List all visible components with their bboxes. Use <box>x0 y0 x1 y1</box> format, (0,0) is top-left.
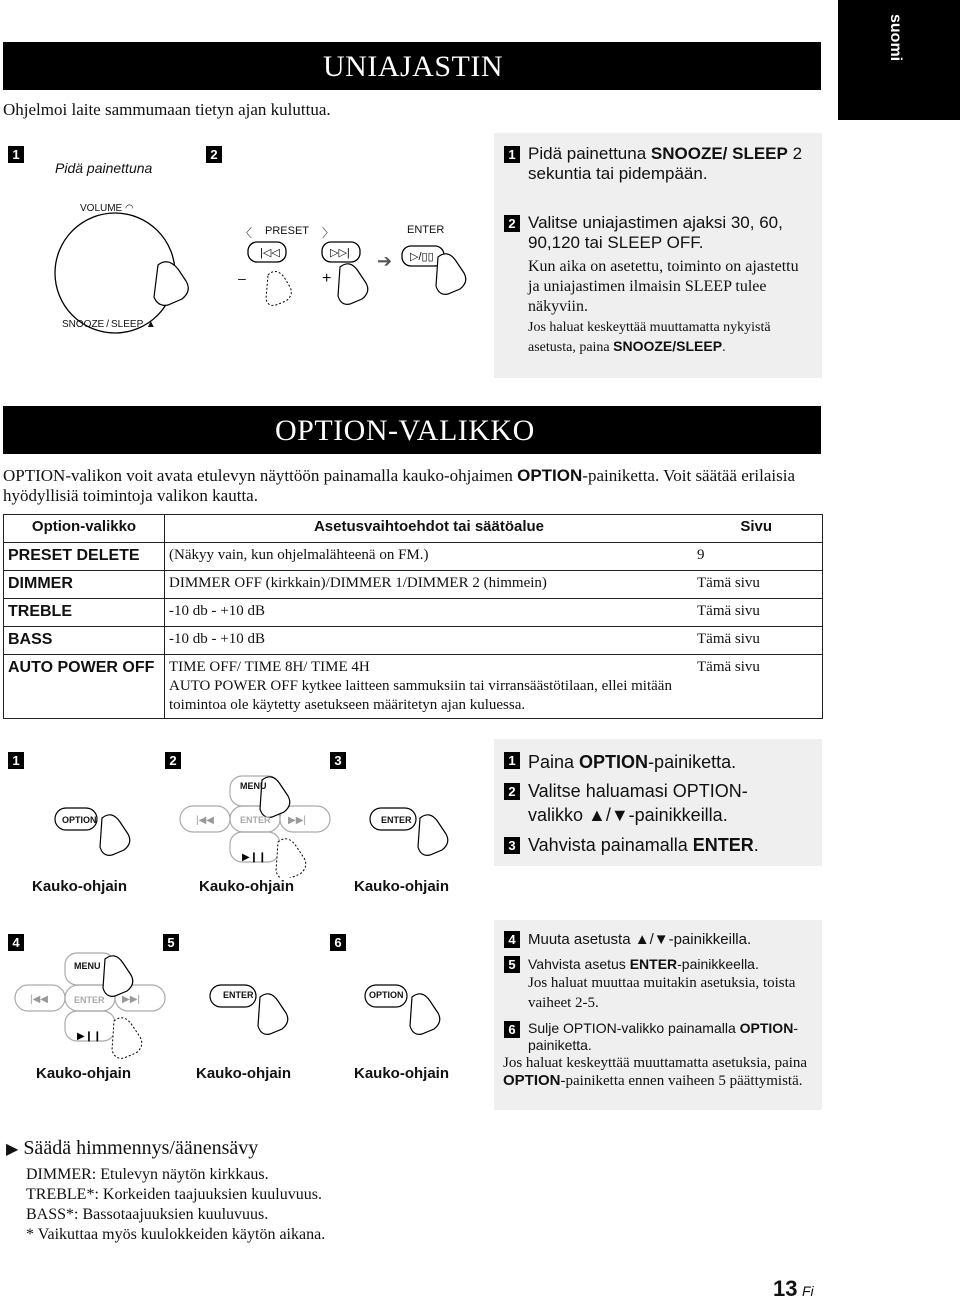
option-section-title: OPTION-VALIKKO <box>275 414 535 447</box>
remote-step-number-6: 6 <box>330 934 346 951</box>
remote-caption: Kauko-ohjain <box>354 1065 450 1082</box>
enter-label: ENTER <box>407 224 445 236</box>
option-step-5: Vahvista asetus ENTER-painikkeella. <box>528 956 759 972</box>
option-step-2: Valitse haluamasi OPTION-valikko ▲/▼-painikkeilla. <box>528 781 748 825</box>
svg-text:|◁◁: |◁◁ <box>260 247 280 259</box>
table-row: TREBLE -10 db - +10 dB Tämä sivu <box>4 599 823 627</box>
svg-text:▷▷|: ▷▷| <box>330 247 350 259</box>
enter-faded-label: ENTER <box>240 815 271 825</box>
table-header-menu: Option-valikko <box>4 515 165 543</box>
option-table <box>3 514 823 719</box>
sleep-step-2: Valitse uniajastimen ajaksi 30, 60, 90,120 tai SLEEP OFF. <box>528 213 783 252</box>
minus-label: – <box>238 270 246 286</box>
option-step-number-2: 2 <box>504 783 520 800</box>
option-step-6: Sulje OPTION-valikko painamalla OPTION-painiketta. <box>528 1020 798 1053</box>
plus-label: + <box>322 270 332 287</box>
option-step-number-1: 1 <box>504 752 520 769</box>
list-item: * Vaikuttaa myös kuulokkeiden käytön aikana. <box>26 1226 326 1243</box>
snooze-sleep-label: SNOOZE / SLEEP ▲ <box>62 319 156 330</box>
option-step-5-note: Jos haluat muuttaa muitakin asetuksia, toista vaiheet 2-5. <box>528 975 796 1011</box>
preset-label: PRESET <box>265 225 310 237</box>
option-section-header <box>3 406 821 454</box>
option-step-number-5: 5 <box>504 956 520 973</box>
sleep-step-2-small-note: Jos haluat keskeyttää muuttamatta nykyistä asetusta, paina SNOOZE/SLEEP. <box>528 320 771 355</box>
remote-caption: Kauko-ohjain <box>199 878 295 895</box>
option-button-label: OPTION <box>62 815 97 825</box>
remote-caption: Kauko-ohjain <box>354 878 450 895</box>
enter-button-label-b: ENTER <box>223 990 254 1000</box>
option-step-number-3: 3 <box>504 837 520 854</box>
table-header-row <box>4 515 823 543</box>
remote-caption: Kauko-ohjain <box>36 1065 132 1082</box>
list-item: DIMMER: Etulevyn näytön kirkkaus. <box>26 1166 269 1183</box>
svg-text:|◀◀: |◀◀ <box>30 994 48 1005</box>
fig-step-number-2: 2 <box>206 146 222 163</box>
sleep-step-number-2: 2 <box>504 215 520 232</box>
adjust-list <box>26 1165 325 1245</box>
sleep-step-2-note: Kun aika on asetettu, toiminto on ajastettu ja uniajastimen ilmaisin SLEEP tulee näkyviin. <box>528 258 799 315</box>
menu-button-label-b: MENU <box>74 961 101 971</box>
svg-text:〈: 〈 <box>240 226 253 240</box>
list-item: BASS*: Bassotaajuuksien kuuluvuus. <box>26 1206 269 1223</box>
option-step-number-6: 6 <box>504 1021 520 1038</box>
option-intro: OPTION-valikon voit avata etulevyn näyttöön painamalla kauko-ohjaimen OPTION-painiketta. Voit säätää erilaisia hyödyllisiä toimintoja valikon kautta. <box>3 466 796 505</box>
remote-step-number-3: 3 <box>330 752 346 769</box>
remote-step-number-2: 2 <box>165 752 181 769</box>
table-header-page: Sivu <box>693 515 823 543</box>
sleep-step-1: Pidä painettuna SNOOZE/ SLEEP 2 sekuntia tai pidempään. <box>528 144 803 183</box>
remote-step-number-1: 1 <box>8 752 24 769</box>
option-step-1: Paina OPTION-painiketta. <box>528 752 737 772</box>
svg-text:▷/▯▯: ▷/▯▯ <box>410 251 434 263</box>
sleep-section-title: UNIAJASTIN <box>323 50 503 83</box>
language-tab <box>838 0 960 120</box>
svg-text:▶▶|: ▶▶| <box>122 994 140 1005</box>
remote-step-number-5: 5 <box>163 934 179 951</box>
sleep-step-number-1: 1 <box>504 146 520 163</box>
language-tab-label: suomi <box>887 14 904 62</box>
sleep-intro: Ohjelmoi laite sammumaan tietyn ajan kuluttua. <box>3 100 331 119</box>
table-header-setting: Asetusvaihtoehdot tai säätöalue <box>165 515 694 543</box>
svg-text:|◀◀: |◀◀ <box>196 815 214 826</box>
fig-hold-label: Pidä painettuna <box>55 160 153 176</box>
option-step-3: Vahvista painamalla ENTER. <box>528 835 759 855</box>
table-row: BASS -10 db - +10 dB Tämä sivu <box>4 627 823 655</box>
remote-caption: Kauko-ohjain <box>32 878 128 895</box>
list-item: TREBLE*: Korkeiden taajuuksien kuuluvuus. <box>26 1186 322 1203</box>
table-row: AUTO POWER OFF TIME OFF/ TIME 8H/ TIME 4H AUTO POWER OFF kytkee laitteen sammuksiin tai virransäästötilaan, ellei mitään toimintoa ole käytetty asetukseen määritetyn ajan kuluessa. Tämä sivu <box>4 655 823 719</box>
table-row: DIMMER DIMMER OFF (kirkkain)/DIMMER 1/DIMMER 2 (himmein) Tämä sivu <box>4 571 823 599</box>
option-step-4: Muuta asetusta ▲/▼-painikkeilla. <box>528 931 752 948</box>
svg-text:▶❙❙: ▶❙❙ <box>242 852 267 863</box>
page-number: 13 Fi <box>773 1276 814 1301</box>
remote-caption: Kauko-ohjain <box>196 1065 292 1082</box>
fig-step-number-1: 1 <box>8 146 24 163</box>
enter-button-label: ENTER <box>381 815 412 825</box>
svg-text:▶❙❙: ▶❙❙ <box>77 1031 102 1042</box>
adjust-section-heading <box>6 1137 258 1160</box>
volume-label: VOLUME ◠ <box>80 203 134 214</box>
svg-text:〉: 〉 <box>322 226 335 240</box>
option-button-label-b: OPTION <box>369 990 404 1000</box>
triangle-right-icon: ▶ <box>6 1141 19 1158</box>
enter-faded-label-b: ENTER <box>74 995 105 1005</box>
sleep-section-header <box>3 42 821 90</box>
adjust-section-title: Säädä himmennys/äänensävy <box>23 1137 259 1159</box>
option-step-6-note: Jos haluat keskeyttää muuttamatta asetuksia, paina OPTION-painiketta ennen vaiheen 5 päättymistä. <box>503 1055 808 1089</box>
table-row: PRESET DELETE (Näkyy vain, kun ohjelmalähteenä on FM.) 9 <box>4 543 823 571</box>
remote-step-number-4: 4 <box>8 934 24 951</box>
menu-button-label: MENU <box>240 781 267 791</box>
svg-text:▶▶|: ▶▶| <box>288 815 306 826</box>
option-step-number-4: 4 <box>504 931 520 948</box>
svg-text:➔: ➔ <box>377 251 393 271</box>
